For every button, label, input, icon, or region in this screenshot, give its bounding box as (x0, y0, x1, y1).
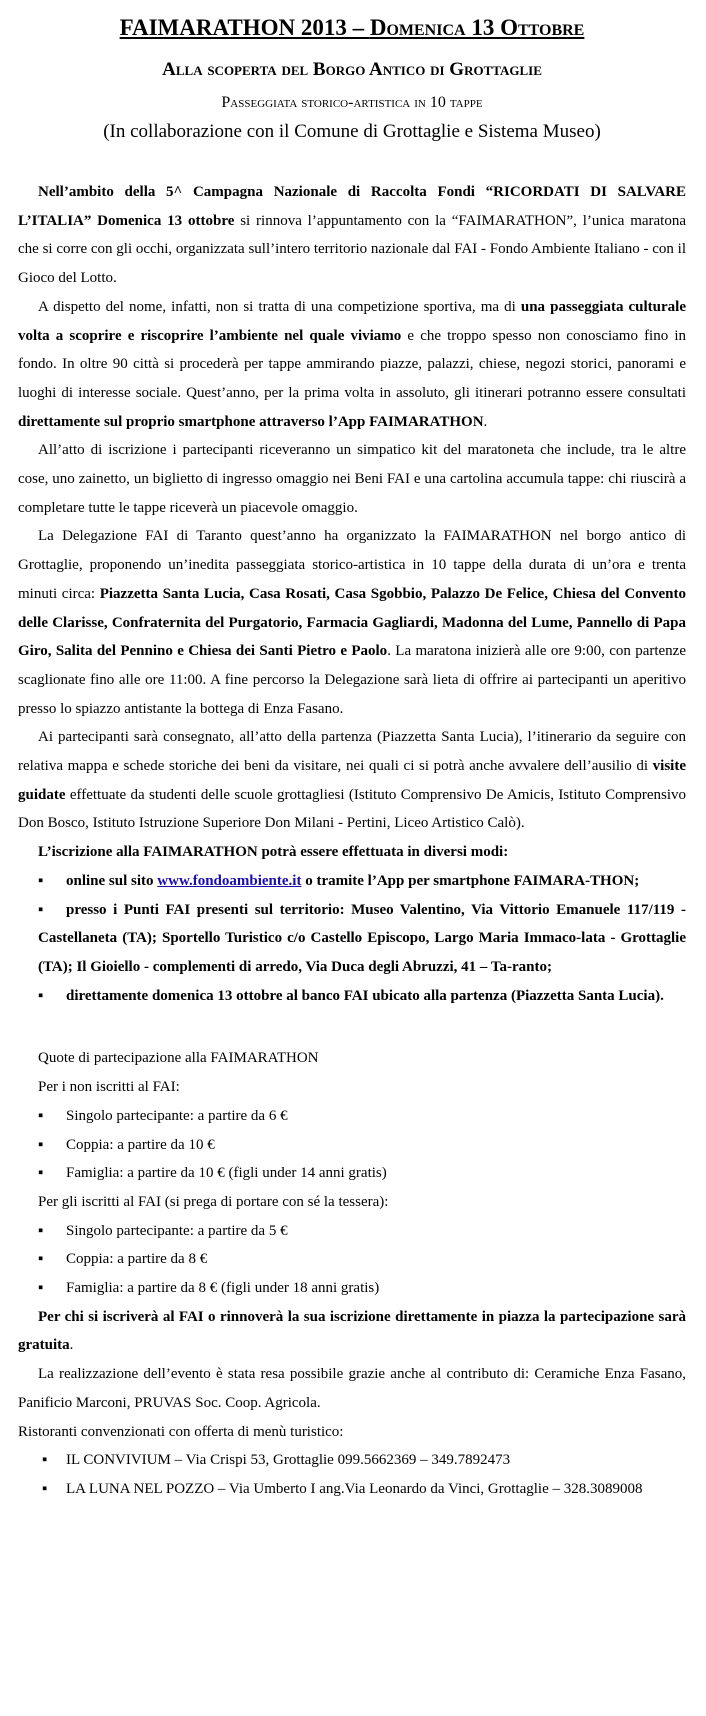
bullet-marker: ▪ (38, 901, 44, 918)
paragraph-kit: All’atto di iscrizione i partecipanti riceveranno un simpatico kit del maratoneta che include, tra le altre cose, uno zainetto, un biglietto di ingresso omaggio nei Beni FAI e una cartolina accumula tappe: chi riuscirà a completare tutte le tappe riceverà un piacevole omaggio. (18, 442, 686, 516)
quote-iscritti: Per gli iscritti al FAI (si prega di portare con sé la tessera): (38, 1193, 389, 1210)
document-subtitle: Alla scoperta del Borgo Antico di Grottaglie (162, 59, 542, 80)
document-body (18, 178, 686, 1504)
document-subtitle-2: Passeggiata storico-artistica in 10 tappe (221, 94, 483, 111)
list-item: ▪ Famiglia: a partire da 8 € (figli under 18 anni gratis) (38, 1280, 380, 1297)
list-item: ▪ Coppia: a partire da 8 € (38, 1251, 208, 1268)
paragraph-description: A dispetto del nome, infatti, non si tratta di una competizione sportiva, ma di una passeggiata culturale volta a scoprire e riscoprire l’ambiente nel quale viviamo e che troppo spesso non conosciamo fino in fondo. In oltre 90 città si procederà per tappe ammirando piazze, palazzi, chiese, negozi storici, panorami e luoghi di interesse sociale. Quest’anno, per la prima volta in assoluto, gli itinerari potranno essere consultati direttamente sul proprio smartphone attraverso l’App FAIMARATHON. (18, 298, 687, 430)
list-item: ▪ LA LUNA NEL POZZO – Via Umberto I ang.Via Leonardo da Vinci, Grottaglie – 328.3089008 (42, 1480, 643, 1497)
list-item: ▪ Singolo partecipante: a partire da 6 € (38, 1107, 288, 1124)
title-date: Domenica 13 Ottobre (369, 15, 585, 40)
list-item: ▪ IL CONVIVIUM – Via Crispi 53, Grottaglie 099.5662369 – 349.7892473 (42, 1452, 511, 1469)
paragraph-contributo: La realizzazione dell’evento è stata resa possibile grazie anche al contributo di: Ceramiche Enza Fasano, Panificio Marconi, PRUVAS Soc. Coop. Agricola. (18, 1366, 686, 1411)
paragraph-guides: Ai partecipanti sarà consegnato, all’atto della partenza (Piazzetta Santa Lucia), l’itinerario da seguire con relativa mappa e schede storiche dei beni da visitare, nei quali ci si potrà anche avvalere dell’ausilio di visite guidate effettuate da studenti delle scuole grottagliesi (Istituto Comprensivo De Amicis, Istituto Comprensivo Don Bosco, Istituto Istruzione Superiore Don Milani - Pertini, Liceo Artistico Calò). (18, 729, 686, 832)
ristoranti-heading: Ristoranti convenzionati con offerta di menù turistico: (18, 1423, 344, 1440)
paragraph-gratuita: Per chi si iscriverà al FAI o rinnoverà la sua iscrizione direttamente in piazza la partecipazione sarà gratuita. (18, 1308, 686, 1354)
document-subtitle-3: (In collaborazione con il Comune di Grottaglie e Sistema Museo) (103, 121, 601, 142)
list-item: ▪ Famiglia: a partire da 10 € (figli under 14 anni gratis) (38, 1165, 387, 1182)
bullet-banco: ▪ direttamente domenica 13 ottobre al banco FAI ubicato alla partenza (Piazzetta Santa Lucia). (18, 982, 686, 1011)
quote-non-iscritti: Per i non iscritti al FAI: (38, 1079, 180, 1096)
paragraph-itinerary: La Delegazione FAI di Taranto quest’anno ha organizzato la FAIMARATHON nel borgo antico di Grottaglie, proponendo un’inedita passeggiata storico-artistica in 10 tappe della durata di un’ora e trenta minuti circa: Piazzetta Santa Lucia, Casa Rosati, Casa Sgobbio, Palazzo De Felice, Chiesa del Convento delle Clarisse, Confraternita del Purgatorio, Farmacia Gagliardi, Madonna del Lume, Pannello di Papa Giro, Salita del Pennino e Chiesa dei Santi Pietro e Paolo. La maratona inizierà alle ore 9:00, con partenze scaglionate fino alle ore 11:00. A fine percorso la Delegazione sarà lieta di offrire ai partecipanti un aperitivo presso lo spiazzo antistante la bottega di Enza Fasano. (18, 528, 686, 717)
bullet-marker: ▪ (38, 987, 44, 1004)
paragraph-registration: L’iscrizione alla FAIMARATHON potrà essere effettuata in diversi modi: (38, 844, 509, 861)
quote-heading: Quote di partecipazione alla FAIMARATHON (38, 1050, 319, 1067)
list-item: ▪ Singolo partecipante: a partire da 5 € (38, 1222, 288, 1239)
bullet-online: ▪ online sul sito www.fondoambiente.it o tramite l’App per smartphone FAIMARA-THON; (18, 867, 686, 896)
bullet-marker: ▪ (38, 872, 44, 889)
paragraph-intro: Nell’ambito della 5^ Campagna Nazionale di Raccolta Fondi “RICORDATI DI SALVARE L’ITALIA” Domenica 13 ottobre si rinnova l’appuntamento con la “FAIMARATHON”, l’unica maratona che si corre con gli occhi, organizzata sull’intero territorio nazionale dal FAI - Fondo Ambiente Italiano - con il Gioco del Lotto. (18, 184, 686, 287)
fondoambiente-link[interactable]: www.fondoambiente.it (157, 872, 302, 889)
bullet-punti-fai: ▪ presso i Punti FAI presenti sul territorio: Museo Valentino, Via Vittorio Emanuele 117/119 - Castellaneta (TA); Sportello Turistico c/o Castello Episcopo, Largo Maria Immaco-lata - Grottaglie (TA); Il Gioiello - complementi di arredo, Via Duca degli Abruzzi, 41 – Ta-ranto; (18, 896, 686, 982)
document-title (18, 0, 686, 42)
list-item: ▪ Coppia: a partire da 10 € (38, 1136, 215, 1153)
title-main: FAIMARATHON 2013 – (119, 15, 370, 40)
